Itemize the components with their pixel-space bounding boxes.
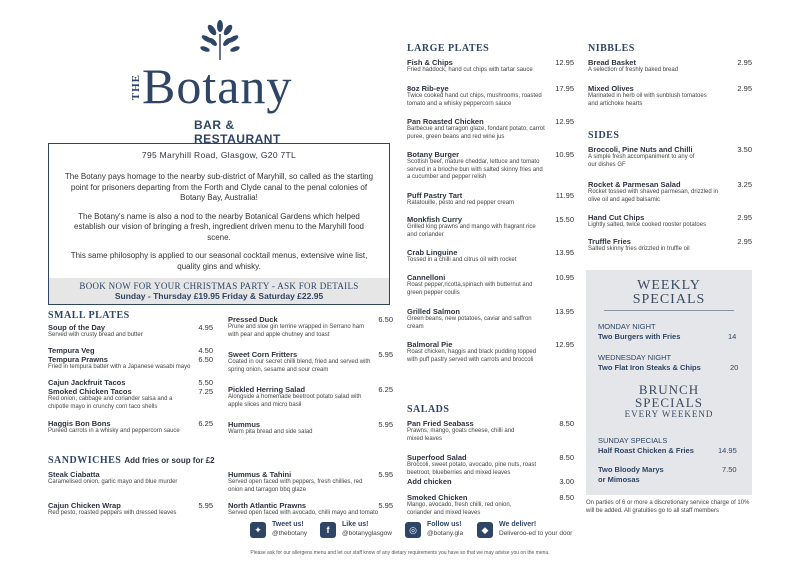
menu-item xyxy=(407,150,574,182)
item-price: 11.95 xyxy=(555,191,574,200)
specials-box xyxy=(586,270,752,495)
menu-item xyxy=(48,470,213,487)
monday-price: 14 xyxy=(728,332,737,341)
twitter-handle: @thebotany xyxy=(272,530,308,537)
menu-item xyxy=(588,145,752,169)
divider xyxy=(604,310,734,311)
large-plates-heading: LARGE PLATES xyxy=(407,43,490,54)
wednesday-label: WEDNESDAY NIGHT xyxy=(598,353,672,362)
menu-item xyxy=(588,84,752,108)
deliveroo-icon: ◆ xyxy=(477,522,493,538)
item-desc: Alongside a homemade beetroot potato salad with apple slices and micro basil xyxy=(228,394,362,408)
item-desc: Rocket tossed with shaved parmesan, drizzled in olive oil and aged balsamic xyxy=(588,189,719,203)
item-name: Bread Basket xyxy=(588,58,636,67)
item-price: 6.25 xyxy=(198,419,213,428)
item-name: Broccoli, Pine Nuts and Chilli xyxy=(588,145,693,154)
sunday-price: 14.95 xyxy=(718,446,737,455)
menu-item xyxy=(407,493,574,517)
menu-item xyxy=(407,215,574,239)
menu-item xyxy=(228,420,393,437)
item-desc: Prawns, mango, goats cheese, chilli and mixed leaves xyxy=(407,428,515,442)
wednesday-deal: Two Flat Iron Steaks & Chips xyxy=(598,363,701,372)
item-desc: Scottish beef, mature cheddar, lettuce and tomato served in a brioche bun with salted skinny fries and a cucumber and pepper relish xyxy=(407,159,543,181)
menu-item xyxy=(407,58,574,75)
deliveroo-sub: Deliveroo-ed to your door xyxy=(499,530,573,537)
item-desc: Lightly salted, twice cooked rooster potatoes xyxy=(588,222,707,228)
item-desc: Served open faced with avocado, chilli mayo and tomato xyxy=(228,510,379,516)
item-name: Puff Pastry Tart xyxy=(407,191,463,200)
menu-item xyxy=(228,385,393,409)
item-name: Hummus & Tahini xyxy=(228,470,292,479)
item-desc: Broccoli, sweet potato, avocado, pine nuts, roast beetroot, blueberries and mixed leaves xyxy=(407,462,537,476)
monday-deal: Two Burgers with Fries xyxy=(598,332,681,341)
facebook-icon: f xyxy=(320,522,336,538)
item-desc: Fried in tempura batter with a Japanese wasabi mayo xyxy=(48,364,191,370)
item-desc: Barbecue and tarragon glaze, fondant potato, carrot puree, green beans and red wine jus xyxy=(407,126,545,140)
item-desc: Served open faced with peppers, fresh chillies, red onion and tarragon bbq glaze xyxy=(228,479,363,493)
item-price: 4.50 6.50 xyxy=(198,346,213,364)
menu-item xyxy=(588,213,752,230)
item-name: Botany Burger xyxy=(407,150,460,159)
booking-line-1: BOOK NOW FOR YOUR CHRISTMAS PARTY - ASK FOR DETAILS xyxy=(79,281,359,291)
logo-subtitle: BAR & RESTAURANT xyxy=(194,118,281,146)
item-desc: Twice cooked hand cut chips, mushrooms, roasted tomato and a whisky peppercorn sauce xyxy=(407,93,542,107)
menu-item xyxy=(588,58,752,75)
item-name: Soup of the Day xyxy=(48,323,106,332)
small-plates-heading: SMALL PLATES xyxy=(48,310,130,321)
item-desc: Ratatouille, pesto and red pepper cream xyxy=(407,200,515,206)
item-price: 5.95 xyxy=(378,501,393,510)
item-name: Hummus xyxy=(228,420,261,429)
item-name: Haggis Bon Bons xyxy=(48,419,111,428)
menu-item xyxy=(48,378,213,411)
item-desc: Grilled king prawns and mango with fragrant rice and coriander xyxy=(407,224,536,238)
menu-item xyxy=(48,323,213,340)
sandwiches-note: Add fries or soup for £2 xyxy=(124,456,215,465)
menu-item xyxy=(407,340,574,364)
item-price: 13.95 xyxy=(555,248,574,257)
item-price: 12.95 xyxy=(555,58,574,67)
item-price: 2.95 xyxy=(737,84,752,93)
menu-item xyxy=(407,419,574,443)
item-name: Tempura Veg Tempura Prawns xyxy=(48,346,108,364)
intro-paragraph-3: This same philosophy is applied to our seasonal cocktail menus, extensive wine list, quality gins and whisky. xyxy=(70,251,368,271)
item-desc: A selection of freshly baked bread xyxy=(588,67,679,73)
menu-item xyxy=(407,191,574,208)
brunch-title: BRUNCH xyxy=(638,382,700,397)
menu-item xyxy=(407,273,574,297)
menu-item xyxy=(48,419,213,436)
allergens-note: Please ask for our allergens menu and let our staff know of any dietary requirements you have so that we may advise you on the menu. xyxy=(250,550,550,556)
logo-the: THE xyxy=(130,74,142,101)
menu-item xyxy=(48,501,213,518)
logo xyxy=(130,20,310,146)
item-price: 6.25 xyxy=(378,385,393,394)
item-desc: Green beans, new potatoes, caviar and saffron cream xyxy=(407,316,532,330)
sandwiches-heading xyxy=(48,455,215,466)
item-price: 3.50 xyxy=(737,145,752,154)
item-price: 4.95 xyxy=(198,323,213,332)
weekly-title: WEEKLY xyxy=(637,278,701,293)
logo-name: Botany xyxy=(142,58,293,114)
item-price: 6.50 xyxy=(378,315,393,324)
facebook-title: Like us! xyxy=(342,521,369,528)
twitter-title: Tweet us! xyxy=(272,521,304,528)
salads-heading: SALADS xyxy=(407,404,450,415)
item-desc: Marinated in herb oil with sunblush tomatoes and artichoke hearts xyxy=(588,93,707,107)
menu-item xyxy=(407,248,574,265)
item-price: 12.95 xyxy=(555,340,574,349)
item-name: Pickled Herring Salad xyxy=(228,385,306,394)
booking-line-2: Sunday - Thursday £19.95 Friday & Saturday £22.95 xyxy=(114,291,324,301)
item-price: 10.95 xyxy=(555,273,574,282)
menu-item xyxy=(228,470,393,494)
tree-branch-icon xyxy=(198,20,242,60)
twitter-icon: ✦ xyxy=(250,522,266,538)
item-price: 15.50 xyxy=(555,215,574,224)
sunday-deal: Half Roast Chicken & Fries xyxy=(598,446,694,455)
item-price: 2.95 xyxy=(737,237,752,246)
monday-label: MONDAY NIGHT xyxy=(598,322,656,331)
menu-item xyxy=(407,453,574,477)
item-desc: Roast chicken, haggis and black pudding topped with puff pastry served with carrots and broccoli xyxy=(407,349,537,363)
menu-item xyxy=(588,237,752,254)
item-name: Smoked Chicken xyxy=(407,493,468,502)
item-name: Grilled Salmon xyxy=(407,307,460,316)
item-price: 5.95 xyxy=(378,470,393,479)
every-weekend: EVERY WEEKEND xyxy=(624,409,714,419)
item-desc: Warm pita bread and side salad xyxy=(228,429,313,435)
item-desc: Fried haddock, hand cut chips with tartar sauce xyxy=(407,67,533,73)
deliveroo-title: We deliver! xyxy=(499,521,537,528)
item-name: Pan Fried Seabass xyxy=(407,419,474,428)
item-price: 17.95 xyxy=(555,84,574,93)
menu-item xyxy=(228,501,393,518)
item-desc: Red pesto, roasted peppers with dressed leaves xyxy=(48,510,177,516)
item-desc: Roast pepper,ricotta,spinach with butternut and green pepper coulis xyxy=(407,282,533,296)
item-name: Crab Linguine xyxy=(407,248,458,257)
item-price: 8.50 xyxy=(559,493,574,502)
marys-price: 7.50 xyxy=(722,465,737,474)
wednesday-price: 20 xyxy=(730,363,739,372)
service-charge-note: On parties of 6 or more a discretionary service charge of 10% will be added. All gratuities go to all staff members xyxy=(586,500,750,514)
instagram-icon: ◎ xyxy=(405,522,421,538)
item-price: 5.50 7.25 xyxy=(198,378,213,396)
menu-item xyxy=(407,117,574,141)
item-price: 5.95 xyxy=(198,501,213,510)
item-desc: Tossed in a chilli and citrus oil with rocket xyxy=(407,257,517,263)
item-name: Steak Ciabatta xyxy=(48,470,100,479)
mimosas: or Mimosas xyxy=(598,475,640,484)
item-name: Hand Cut Chips xyxy=(588,213,645,222)
item-name: Fish & Chips xyxy=(407,58,453,67)
item-name: Monkfish Curry xyxy=(407,215,463,224)
instagram-handle: @botany.gla xyxy=(427,530,464,537)
menu-item xyxy=(228,315,393,339)
item-name: Balmoral Pie xyxy=(407,340,453,349)
item-price: 3.25 xyxy=(737,180,752,189)
item-price: 3.00 xyxy=(559,477,574,486)
item-price: 13.95 xyxy=(555,307,574,316)
item-price: 5.95 xyxy=(378,420,393,429)
item-name: Superfood Salad xyxy=(407,453,467,462)
item-name: Cannelloni xyxy=(407,273,446,282)
menu-item xyxy=(228,350,393,374)
item-desc: Served with crusty bread and butter xyxy=(48,332,143,338)
specials-title: SPECIALS xyxy=(632,292,706,307)
item-name: Mixed Olives xyxy=(588,84,634,93)
facebook-handle: @botanyglasgow xyxy=(342,530,392,537)
item-name: 8oz Rib-eye xyxy=(407,84,449,93)
menu-item xyxy=(407,84,574,108)
item-name: Pan Roasted Chicken xyxy=(407,117,484,126)
item-price: 2.95 xyxy=(737,58,752,67)
item-name: Rocket & Parmesan Salad xyxy=(588,180,681,189)
sides-heading: SIDES xyxy=(588,130,620,141)
item-price: 2.95 xyxy=(737,213,752,222)
item-desc: Mango, avocado, fresh chilli, red onion, coriander and mixed leaves xyxy=(407,502,512,516)
instagram-title: Follow us! xyxy=(427,521,462,528)
item-desc: Coated in our secret chilli blend, fried and served with spring onion, sesame and sour cream xyxy=(228,359,371,373)
menu-item xyxy=(407,307,574,331)
menu-item xyxy=(407,477,574,486)
item-name: Pressed Duck xyxy=(228,315,278,324)
intro-box xyxy=(48,143,390,305)
item-name: Cajun Chicken Wrap xyxy=(48,501,121,510)
bloody-marys: Two Bloody Marys xyxy=(598,465,664,474)
item-price: 12.95 xyxy=(555,117,574,126)
nibbles-heading: NIBBLES xyxy=(588,43,635,54)
intro-paragraph-1: The Botany pays homage to the nearby sub-district of Maryhill, so called as the starting point for prisoners departing from the Forth and Clyde canal to the penal colonies of Botany Bay, Australia! xyxy=(64,172,374,202)
item-price: 10.95 xyxy=(555,150,574,159)
sunday-label: SUNDAY SPECIALS xyxy=(598,436,668,445)
item-name: Truffle Fries xyxy=(588,237,631,246)
item-name: Add chicken xyxy=(407,477,452,486)
item-name: Sweet Corn Fritters xyxy=(228,350,298,359)
item-desc: Salted skinny fries drizzled in truffle oil xyxy=(588,246,690,252)
christmas-booking-banner xyxy=(49,278,389,304)
menu-item xyxy=(48,346,213,372)
item-name: North Atlantic Prawns xyxy=(228,501,307,510)
item-desc: Pureed carrots in a whisky and peppercorn sauce xyxy=(48,428,180,434)
brunch-specials-title: SPECIALS xyxy=(635,395,703,410)
item-desc: Caramelised onion, garlic mayo and blue murder xyxy=(48,479,178,485)
item-desc: Red onion, cabbage and coriander salsa and a chipotle mayo in crunchy corn taco shells xyxy=(48,396,173,410)
item-desc: A simple fresh accompaniment to any of our dishes GF xyxy=(588,154,695,168)
sandwiches-title: SANDWICHES xyxy=(48,455,122,466)
item-desc: Prune and sloe gin terrine wrapped in Serrano ham with pear and apple chutney and toast xyxy=(228,324,365,338)
intro-paragraph-2: The Botany's name is also a nod to the nearby Botanical Gardens which helped establish our vision of bringing a fresh, ingredient driven menu to the Maryhill food scene. xyxy=(74,211,364,242)
item-price: 8.50 xyxy=(559,453,574,462)
item-price: 8.50 xyxy=(559,419,574,428)
address: 795 Maryhill Road, Glasgow, G20 7TL xyxy=(141,150,297,160)
item-price: 5.95 xyxy=(378,350,393,359)
item-name: Cajun Jackfruit Tacos Smoked Chicken Tacos xyxy=(48,378,132,396)
menu-item xyxy=(588,180,752,204)
